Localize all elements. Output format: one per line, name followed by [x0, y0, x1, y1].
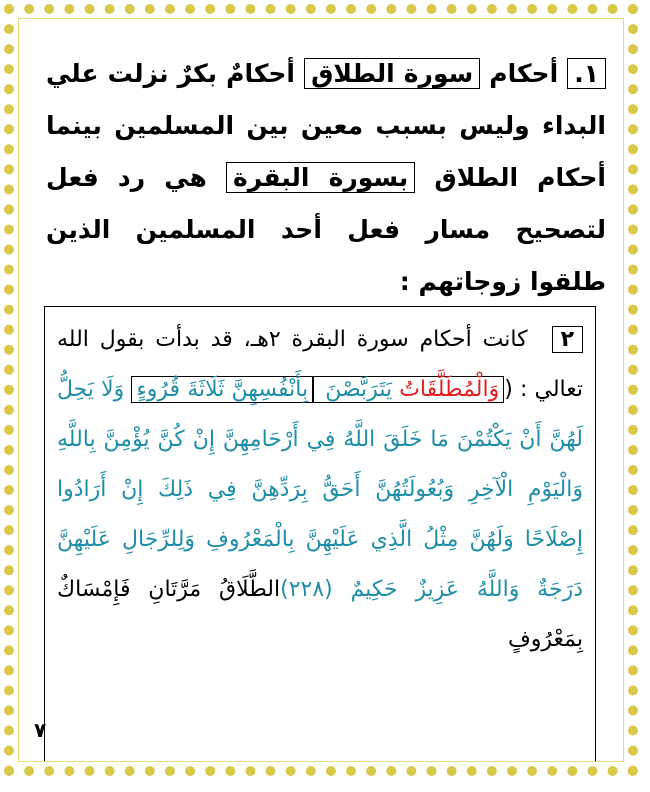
- para2-intro: كانت أحكام سورة البقرة ٢هـ، قد بدأت بقول الله تعالي : (: [57, 327, 583, 402]
- quran-opening-boxed: [313, 376, 504, 403]
- quran-three-periods-boxed: بِأَنْفُسِهِنَّ ثَلَاثَةَ قُرُوءٍ: [131, 376, 313, 403]
- para1-text-c: هي رد فعل لتصحيح مسار فعل أحد المسلمين الذين طلقوا زوجاتهم :: [46, 163, 606, 296]
- surah-talaq-boxed: سورة الطلاق: [304, 58, 480, 89]
- term-mutallaqat: وَالْمُطَلَّقَاتُ: [399, 377, 500, 402]
- page-content: [24, 24, 614, 764]
- para1-text-b: أحكامٌ بكرٌ نزلت علي البداء وليس بسبب معين بين المسلمين بينما أحكام الطلاق: [46, 59, 606, 192]
- quran-text-1: يَتَرَبَّصْنَ: [318, 377, 400, 402]
- paragraph-1: [46, 48, 606, 308]
- surah-baqara-boxed: بسورة البقرة: [226, 162, 415, 193]
- para1-text-a: أحكام: [480, 59, 568, 88]
- page-number: ٧: [34, 718, 47, 742]
- paragraph-2-box: [44, 306, 596, 761]
- quran-text-tail: الطَّلَاقُ مَرَّتَانِ فَإِمْسَاكٌ بِمَعْرُوفٍ: [57, 577, 583, 652]
- quran-text-2: وَلَا يَحِلُّ لَهُنَّ أَنْ يَكْتُمْنَ مَا خَلَقَ اللَّهُ فِي أَرْحَامِهِنَّ إِنْ كُنَّ يُؤْمِنَّ بِاللَّهِ وَالْيَوْمِ الْآخِرِ وَبُعُولَتُهُنَّ أَحَقُّ بِرَدِّهِنَّ فِي ذَلِكَ إِنْ أَرَادُوا إِصْلَاحًا وَلَهُنَّ مِثْلُ الَّذِي عَلَيْهِنَّ بِالْمَعْرُوفِ وَلِلرِّجَالِ عَلَيْهِنَّ دَرَجَةٌ وَاللَّهُ عَزِيزٌ حَكِيمٌ (٢٢٨): [57, 377, 583, 602]
- paragraph-number-1: ١.: [567, 58, 606, 89]
- paragraph-number-2: ٢: [552, 326, 583, 353]
